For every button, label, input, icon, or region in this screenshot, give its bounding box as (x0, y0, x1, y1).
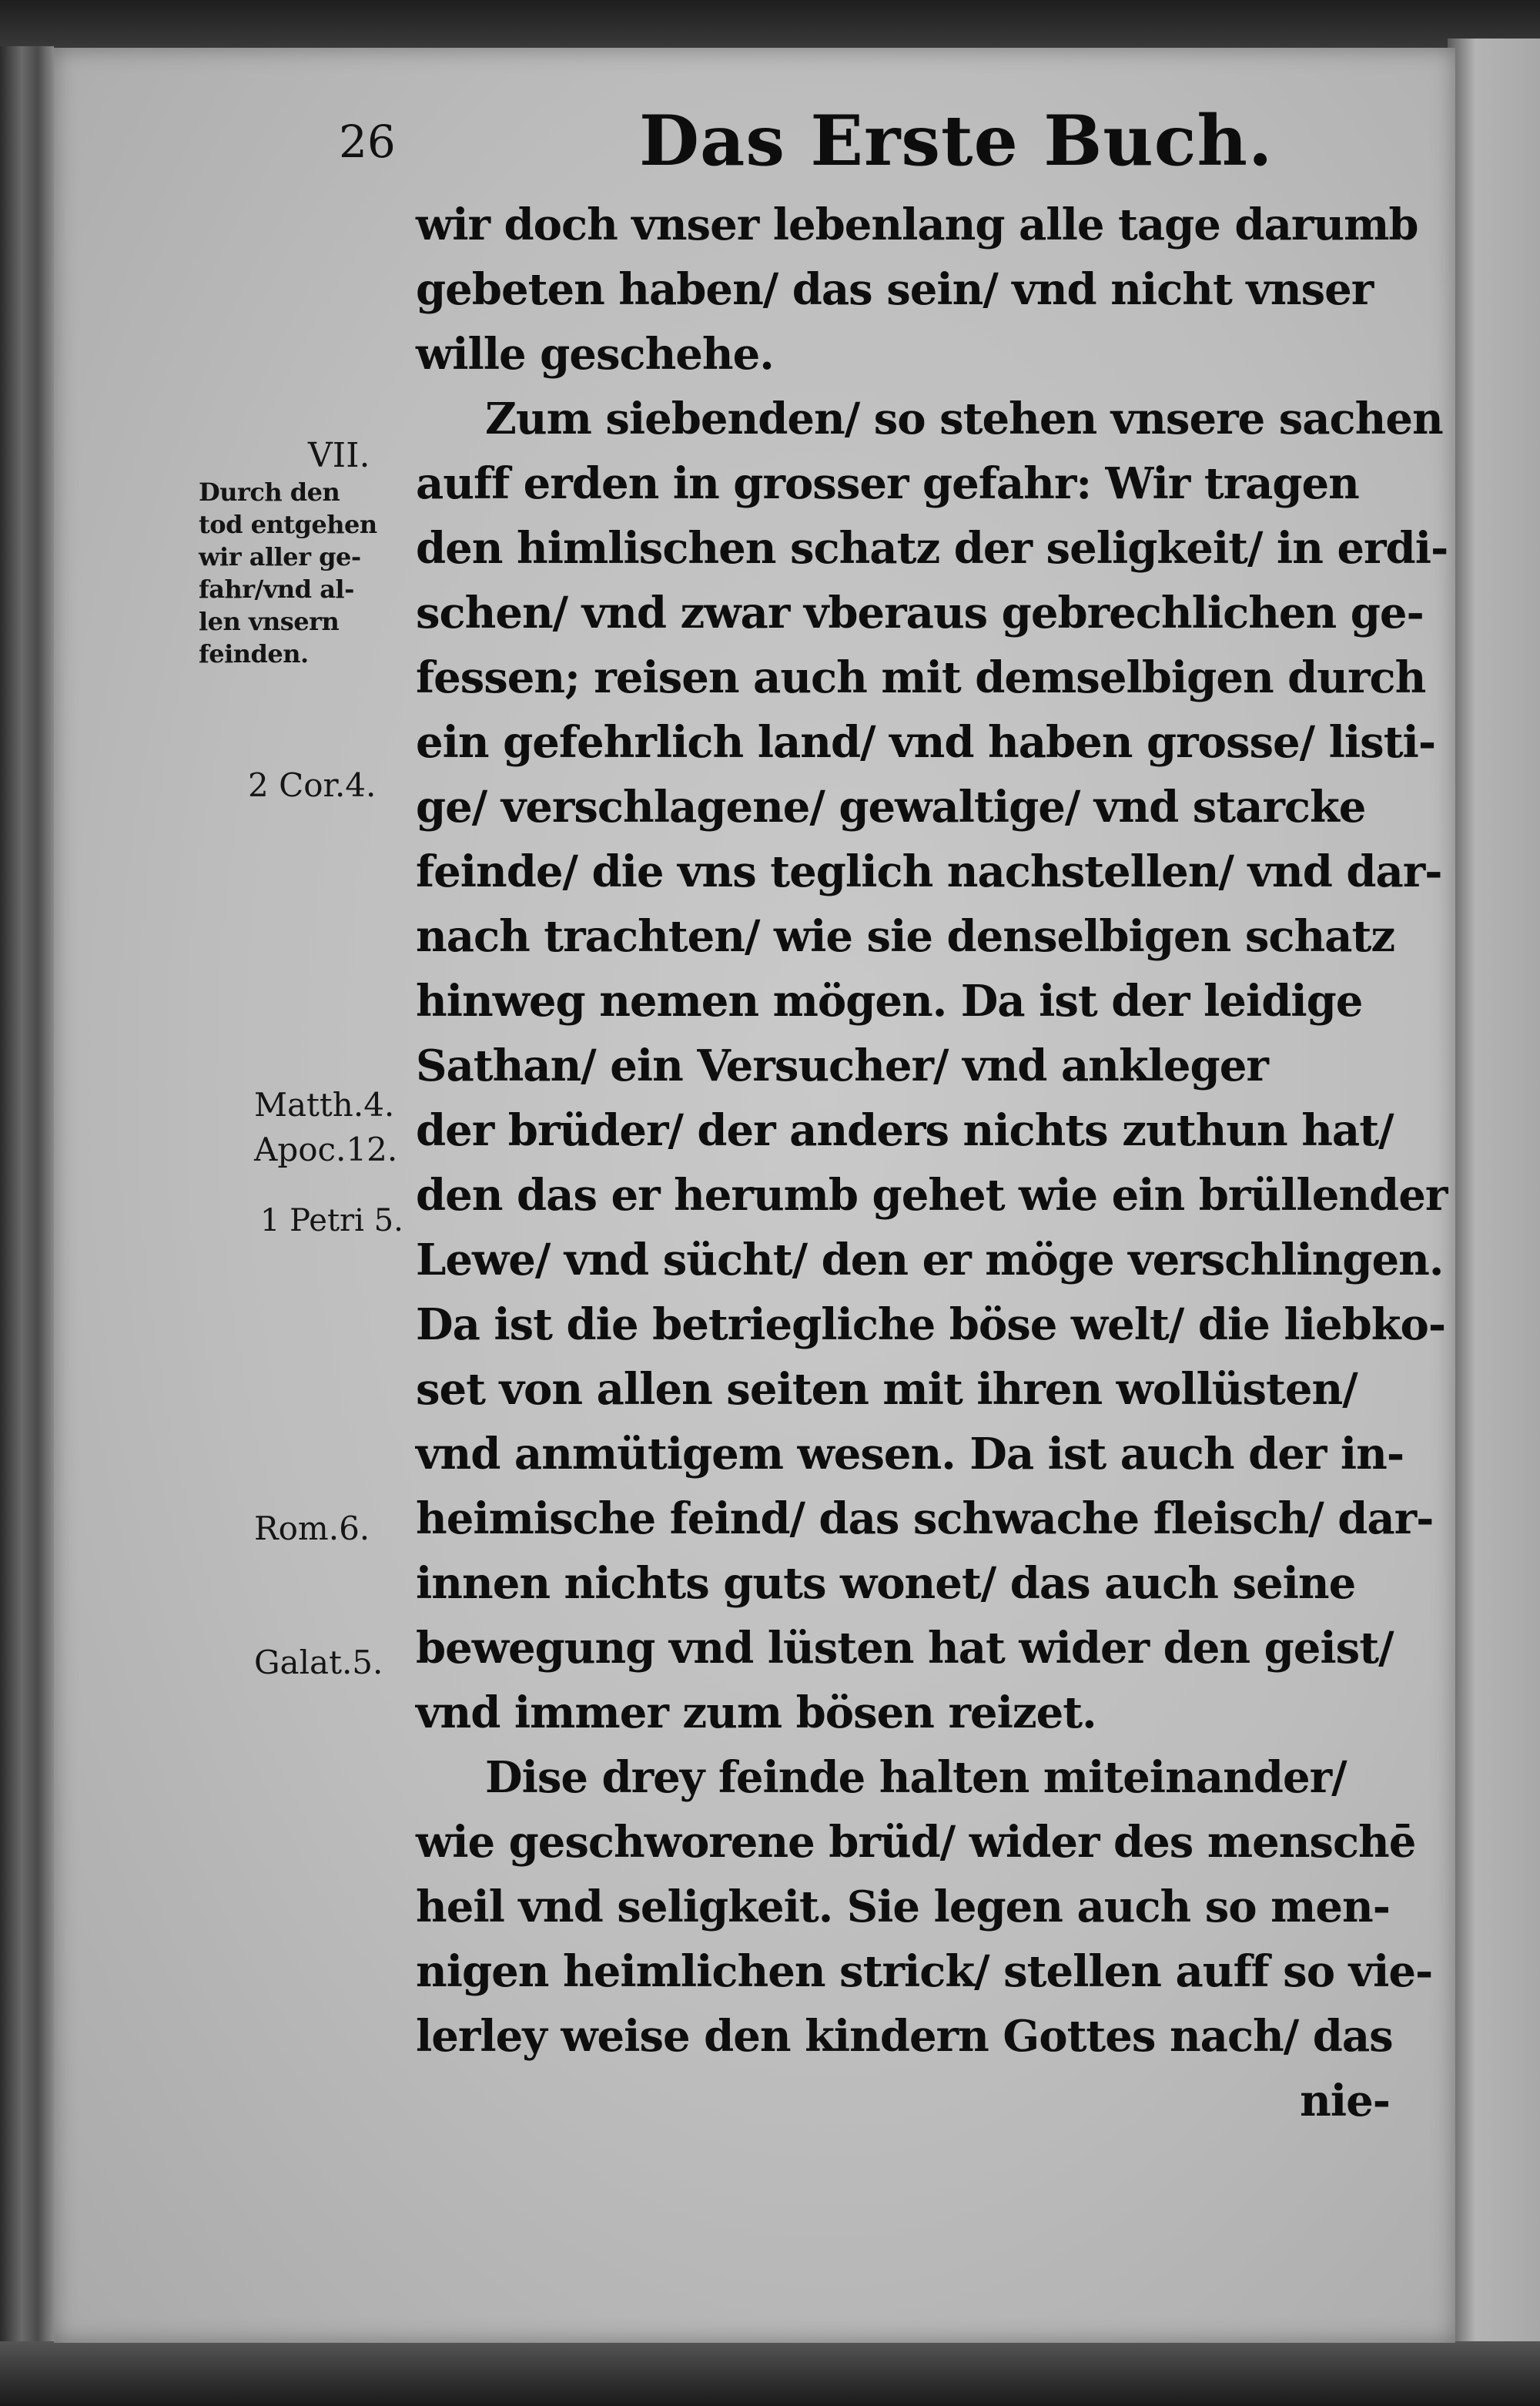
text-line: Sathan/ ein Versucher/ vnd ankleger (416, 1040, 1268, 1091)
text-line: ein gefehrlich land/ vnd haben grosse/ listi- (416, 717, 1436, 768)
sidenote-galat: Galat.5. (254, 1644, 383, 1681)
text-line: fessen; reisen auch mit demselbigen durch (416, 652, 1426, 703)
text-line: wille geschehe. (416, 329, 774, 380)
sidenote-cor: 2 Cor.4. (248, 766, 377, 804)
text-line: innen nichts guts wonet/ das auch seine (416, 1558, 1356, 1609)
text-line: auff erden in grosser gefahr: Wir tragen (416, 458, 1359, 509)
sidenote-line: wir aller ge- (199, 542, 361, 571)
text-line: Da ist die betriegliche böse welt/ die liebko- (416, 1299, 1446, 1350)
text-line: wie geschworene brüd/ wider des menschē (416, 1817, 1416, 1868)
text-line: nigen heimlichen strick/ stellen auff so vie- (416, 1946, 1433, 1997)
text-line: Zum siebenden/ so stehen vnsere sachen (485, 394, 1443, 444)
text-line: Lewe/ vnd sücht/ den er möge verschlingen. (416, 1235, 1444, 1285)
text-line: lerley weise den kindern Gottes nach/ das (416, 2011, 1393, 2062)
text-line: heimische feind/ das schwache fleisch/ dar- (416, 1493, 1434, 1544)
text-line: ge/ verschlagene/ gewaltige/ vnd starcke (416, 782, 1366, 833)
text-line: bewegung vnd lüsten hat wider den geist/ (416, 1623, 1394, 1674)
sidenote-line: tod entgehen (199, 510, 377, 539)
sidenote-petri: 1 Petri 5. (260, 1203, 403, 1238)
sidenote-apoc: Apoc.12. (254, 1131, 398, 1168)
sidenote-chapter-mark: VII. (308, 436, 370, 475)
sidenote-line: len vnsern (199, 607, 340, 636)
top-shadow (0, 0, 1540, 54)
text-line: den himlischen schatz der seligkeit/ in erdi- (416, 523, 1448, 574)
text-line: der brüder/ der anders nichts zuthun hat/ (416, 1105, 1394, 1156)
running-head: Das Erste Buch. (639, 100, 1274, 182)
text-line: feinde/ die vns teglich nachstellen/ vnd dar- (416, 846, 1442, 897)
body-text (416, 193, 1448, 2133)
text-line: vnd immer zum bösen reizet. (416, 1687, 1096, 1738)
sidenote-summary (199, 476, 377, 670)
catchword: nie- (1300, 2076, 1390, 2126)
text-line: heil vnd seligkeit. Sie legen auch so men- (416, 1882, 1390, 1932)
page-number: 26 (339, 116, 396, 168)
sidenote-line: fahr/vnd al- (199, 575, 354, 604)
text-line: Dise drey feinde halten miteinander/ (485, 1752, 1347, 1803)
text-line: wir doch vnser lebenlang alle tage darumb (416, 199, 1418, 250)
text-line: set von allen seiten mit ihren wollüsten/ (416, 1364, 1358, 1415)
book-spine-edge (0, 46, 54, 2349)
text-line: nach trachten/ wie sie denselbigen schatz (416, 911, 1395, 962)
sidenote-line: feinden. (199, 639, 309, 669)
sidenote-line: Durch den (199, 478, 340, 507)
text-line: den das er herumb gehet wie ein brüllender (416, 1170, 1448, 1221)
sidenote-rom: Rom.6. (254, 1510, 370, 1547)
sidenote-matth: Matth.4. (254, 1086, 395, 1124)
facing-page-edge (1448, 39, 1540, 2357)
text-line: hinweg nemen mögen. Da ist der leidige (416, 976, 1363, 1027)
text-line: schen/ vnd zwar vberaus gebrechlichen ge- (416, 588, 1424, 638)
text-line: vnd anmütigem wesen. Da ist auch der in- (416, 1429, 1404, 1479)
text-line: gebeten haben/ das sein/ vnd nicht vnser (416, 264, 1374, 315)
bottom-shadow (0, 2341, 1540, 2406)
